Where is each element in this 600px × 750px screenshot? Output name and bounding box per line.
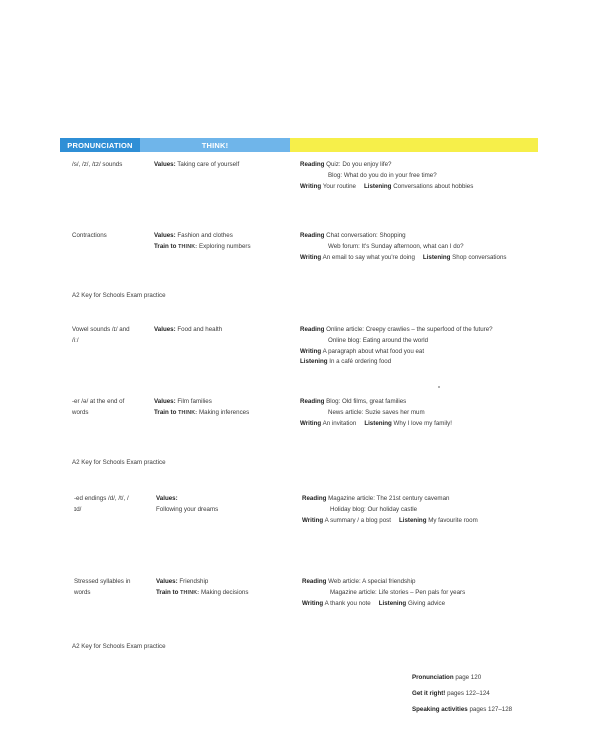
speck-mark [438,386,440,388]
skill-label: Listening [364,419,392,427]
skill-label: Reading [302,578,327,585]
skill-text: Web forum: It's Sunday afternoon, what can I do? [328,242,464,250]
train-label: Train to [156,588,179,596]
skill-text: Blog: Old films, great families [326,398,407,405]
think-label: Values: [154,398,176,405]
footer-text: page 120 [455,674,482,681]
skill-text: Online blog: Eating around the world [328,336,429,344]
skill-label: Writing [302,599,324,607]
skills-cell [300,231,540,263]
skill-text: In a café ordering food [329,358,392,366]
skill-text: Giving advice [407,599,446,607]
think-text: Following your dreams [156,505,219,513]
skill-text: A summary / a blog post [324,516,391,524]
exam-practice-label: A2 Key for Schools Exam practice [72,459,166,466]
pronunciation-cell: -er /ə/ at the end of words [72,398,125,416]
think-text: Exploring numbers [198,242,251,250]
skill-text: An invitation [322,419,357,427]
think-label: Values: [154,232,176,239]
think-label: Values: [156,578,178,585]
think-text: Friendship [179,578,209,585]
skill-label: Reading [302,495,327,502]
skill-label: Reading [300,232,325,239]
think-text: Film families [177,398,212,405]
footer-ref-speaking [412,706,512,713]
pronunciation-cell: /s/, /z/, /ɪz/ sounds [72,161,123,168]
pronunciation-cell: Stressed syllables in words [74,578,131,596]
think-cell [154,231,294,253]
skill-text: Conversations about hobbies [393,182,474,190]
skills-cell [302,577,542,609]
skill-label: Listening [378,599,407,607]
exam-practice-label: A2 Key for Schools Exam practice [72,643,166,650]
skill-text: Chat conversation: Shopping [326,232,406,239]
skills-cell [300,325,540,368]
train-label: Train to [154,242,177,250]
skill-label: Listening [363,182,392,190]
skill-label: Writing [300,347,322,355]
think-label: Values: [154,326,176,333]
exam-practice-label: A2 Key for Schools Exam practice [72,292,166,299]
skill-label: Reading [300,398,325,405]
skill-label: Writing [300,419,322,427]
skill-text: News article: Suzie saves her mum [328,408,425,416]
skill-text: Your routine [322,182,356,190]
header-pronunciation: PRONUNCIATION [60,138,140,152]
skill-text: Online article: Creepy crawlies – the superfood of the future? [326,326,493,333]
footer-ref-get-it-right [412,690,490,697]
skill-text: Shop conversations [452,253,507,261]
skill-text: Blog: What do you do in your free time? [328,171,437,179]
skill-label: Writing [302,516,324,524]
think-text: Taking care of yourself [177,161,240,168]
skill-label: Reading [300,161,325,168]
pronunciation-cell: Contractions [72,232,107,239]
skill-text: Why I love my family! [393,419,452,427]
footer-text: pages 122–124 [447,690,490,697]
footer-ref-pronunciation [412,674,481,681]
think-cell [156,577,296,599]
skill-label: Reading [300,326,325,333]
footer-label: Pronunciation [412,674,454,681]
skill-text: Quiz: Do you enjoy life? [326,161,392,168]
think-wordmark: THINK: [178,409,198,416]
header-think: THINK! [140,138,290,152]
footer-label: Get it right! [412,690,446,697]
think-text: Making decisions [200,588,249,596]
skill-label: Writing [300,182,322,190]
skill-text: A paragraph about what food you eat [322,347,425,355]
pronunciation-cell: -ed endings /d/, /t/, /ɪd/ [74,495,129,513]
skill-text: A thank you note [324,599,371,607]
think-text: Food and health [177,326,223,333]
skill-label: Listening [422,253,451,261]
skills-cell [300,160,540,192]
skill-text: An email to say what you're doing [322,253,415,261]
think-wordmark: THINK: [178,243,198,250]
pronunciation-cell: Vowel sounds /ɪ/ and /iː/ [72,326,130,344]
think-text: Fashion and clothes [177,232,233,239]
skill-label: Listening [398,516,427,524]
skill-text: Magazine article: Life stories – Pen pals for years [330,588,466,596]
think-cell [154,325,294,336]
think-cell [154,397,294,419]
skill-text: Web article: A special friendship [328,578,416,585]
skill-text: Magazine article: The 21st century caveman [328,495,450,502]
table-header [60,138,538,152]
think-label: Values: [154,161,176,168]
skill-text: My favourite room [428,516,478,524]
think-cell [156,494,296,516]
footer-text: pages 127–128 [469,706,513,713]
think-label: Values: [156,495,178,502]
header-skills: SKILLS [290,138,538,152]
think-wordmark: THINK: [180,589,200,596]
skill-label: Listening [300,358,328,366]
footer-label: Speaking activities [412,706,468,713]
skills-cell [302,494,542,526]
skill-label: Writing [300,253,322,261]
train-label: Train to [154,408,177,416]
skill-text: Holiday blog: Our holiday castle [330,505,418,513]
think-cell [154,160,294,171]
think-text: Making inferences [198,408,250,416]
skills-cell [300,397,540,429]
